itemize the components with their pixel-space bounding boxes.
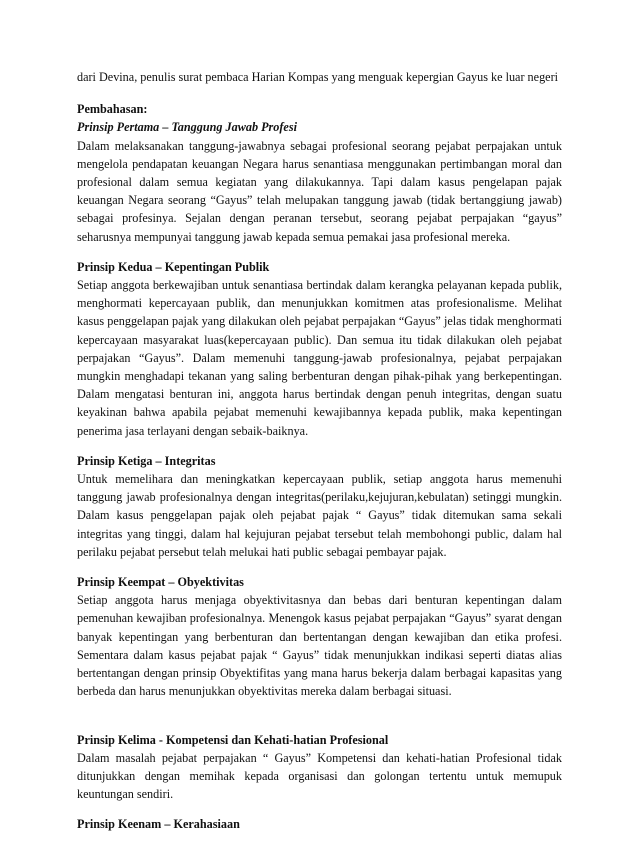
section-body: Setiap anggota berkewajiban untuk senantiasa bertindak dalam kerangka pelayanan kepada publik, menghormati kepercayaan publik, dan menunjukkan komitmen atas profesionalisme. Melihat kasus penggelapan pajak yang dilakukan oleh pejabat perpajakan “Gayus” jelas tidak menghormati kepercayaan masyarakat luas(kepercayaan public). Dan semua itu tidak dilakukan oleh pejabat perpajakan “Gayus”. Dalam memenuhi tanggung-jawab profesionalnya, pejabat perpajakan mungkin menghadapi tekanan yang saling berbenturan dengan pihak-pihak yang berkepentingan. Dalam mengatasi benturan ini, anggota harus bertindak dengan penuh integritas, dengan suatu keyakinan bahwa apabila pejabat memenuhi kewajibannya kepada publik, maka kepentingan penerima jasa terlayani dengan sebaik-baiknya.: [77, 278, 562, 438]
section-heading: Prinsip Kedua – Kepentingan Publik: [77, 259, 270, 274]
section-prinsip-ketiga: [77, 452, 562, 561]
section-prinsip-pertama: [77, 118, 562, 245]
section-body: Dalam melaksanakan tanggung-jawabnya sebagai profesional seorang pejabat perpajakan untuk mengelola pendapatan keuangan Negara harus senantiasa menggunakan pertimbangan moral dan profesional dalam semua kegiatan yang dilakukannya. Tapi dalam kasus pengelapan pajak keuangan Negara seorang “Gayus” telah melupakan tanggung jawab (tidak bertanggiung jawab) sebagai profesinya. Sejalan dengan peranan tersebut, seorang pejabat perpajakan “gayus” seharusnya mempunyai tanggung jawab kepada semua pemakai jasa profesional mereka.: [77, 138, 562, 244]
document-page: [77, 68, 562, 846]
section-heading: Prinsip Pertama – Tanggung Jawab Profesi: [77, 120, 297, 135]
section-body: Dalam masalah pejabat perpajakan “ Gayus” Kompetensi dan kehati-hatian Profesional tidak ditunjukkan dengan memihak kepada organisasi dan golongan tertentu untuk memupuk keuntungan sendiri.: [77, 750, 562, 802]
section-prinsip-kelima: [77, 731, 562, 804]
section-heading: Prinsip Kelima - Kompetensi dan Kehati-hatian Profesional: [77, 732, 389, 747]
section-heading: Prinsip Keenam – Kerahasiaan: [77, 817, 240, 832]
intro-paragraph: dari Devina, penulis surat pembaca Harian Kompas yang menguak kepergian Gayus ke luar negeri: [77, 70, 559, 84]
section-body: Setiap anggota harus menjaga obyektivitasnya dan bebas dari benturan kepentingan dalam pemenuhan kewajiban profesionalnya. Menengok kasus pejabat perpajakan “Gayus” syarat dengan banyak kepentingan yang berbenturan dan bertentangan dengan kewajiban dan etika profesi. Sementara dalam kasus pejabat pajak “ Gayus” tidak menunjukkan indikasi seperti diatas alias bertentangan dengan prinsip Obyektifitas yang mana harus bekerja dalam berbagai kapasitas yang berbeda dan harus menunjukkan obyektivitas mereka dalam berbagai situasi.: [77, 593, 562, 699]
section-heading: Prinsip Keempat – Obyektivitas: [77, 575, 244, 590]
section-body: Untuk memelihara dan meningkatkan kepercayaan publik, setiap anggota harus memenuhi tanggung jawab profesionalnya dengan integritas(perilaku,kejujuran,kebulatan) setinggi mungkin. Dalam kasus penggelapan pajak oleh pejabat pajak “ Gayus” tidak ditemukan sama sekali integritas yang tinggi, dalam hal kejujuran pejabat tersebut telah membohongi public, dalam hal perilaku pejabat persebut telah melukai hati public sebagai pembayar pajak.: [77, 472, 562, 559]
discussion-label: Pembahasan:: [77, 102, 148, 117]
section-prinsip-keenam: [77, 815, 562, 833]
section-prinsip-keempat: [77, 573, 562, 700]
section-heading: Prinsip Ketiga – Integritas: [77, 453, 216, 468]
section-prinsip-kedua: [77, 258, 562, 440]
